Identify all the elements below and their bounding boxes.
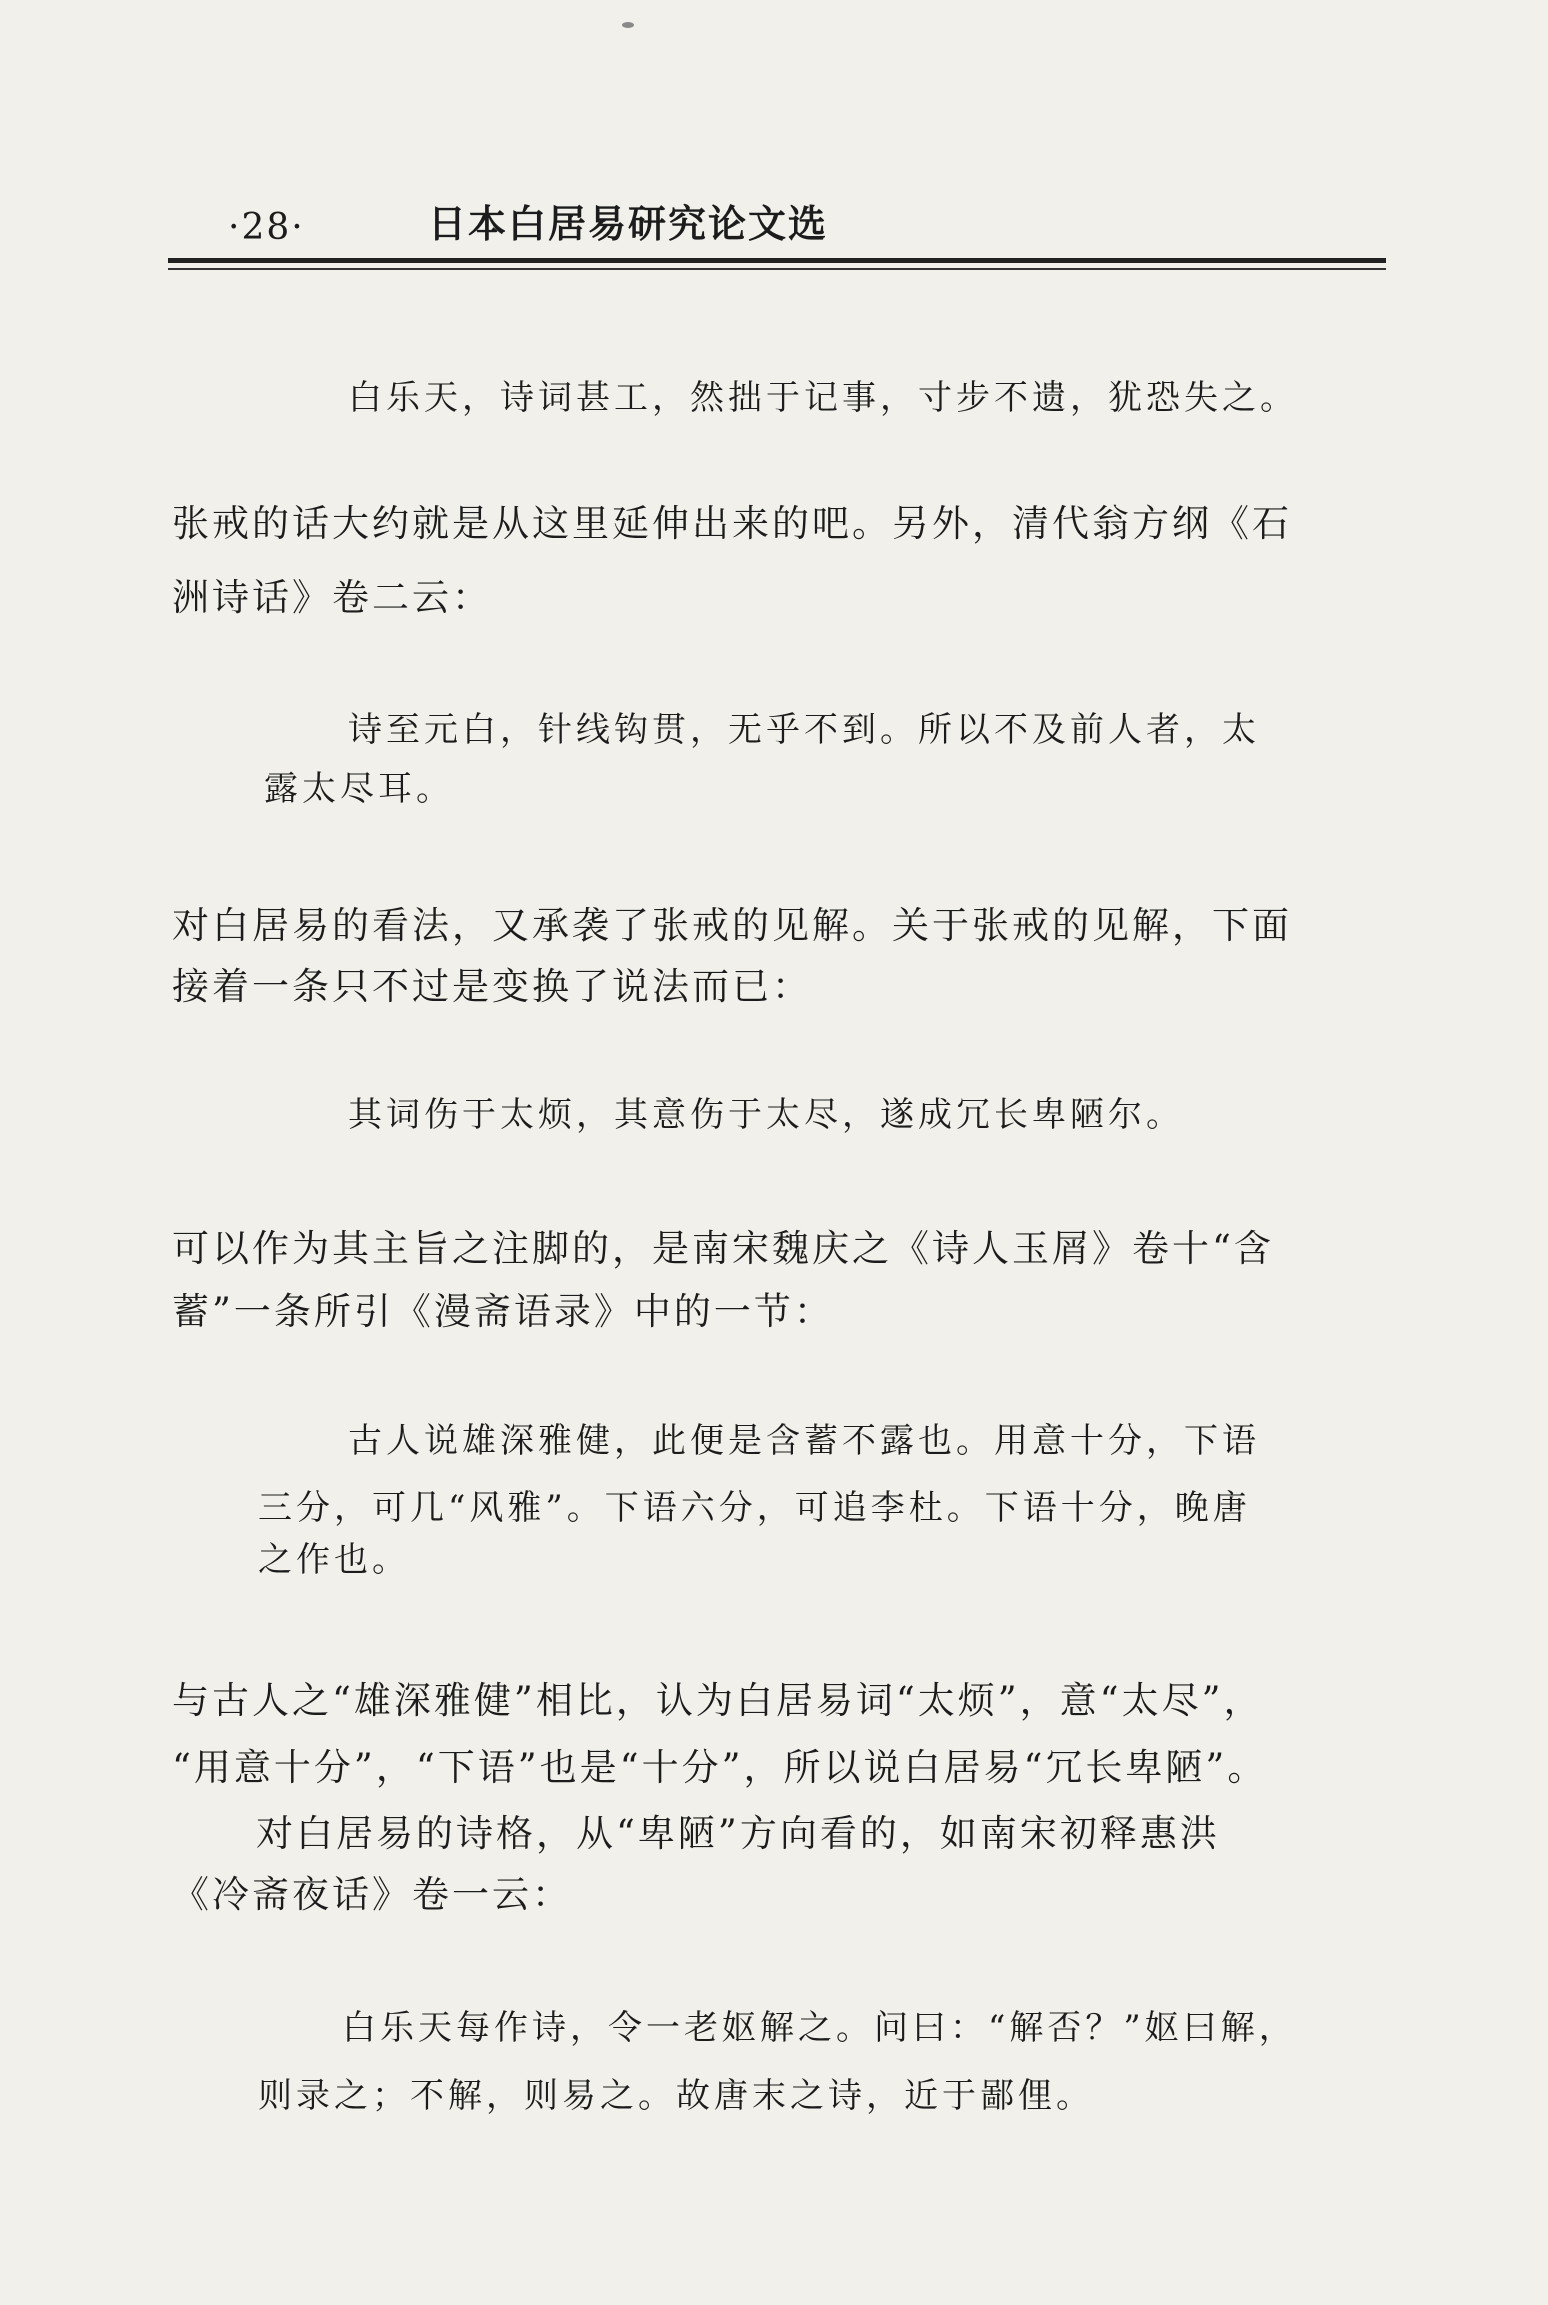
paragraph-3-line-2: 蓄”一条所引《漫斋语录》中的一节： <box>172 1290 834 1333</box>
paragraph-4-line-3: 对白居易的诗格，从“卑陋”方向看的，如南宋初释惠洪 <box>256 1812 1220 1855</box>
paragraph-4-line-1: 与古人之“雄深雅健”相比，认为白居易词“太烦”，意“太尽”， <box>172 1679 1264 1722</box>
quote-4-line-1: 古人说雄深雅健，此便是含蓄不露也。用意十分，下语 <box>348 1421 1260 1461</box>
quote-4-line-2: 三分，可几“风雅”。下语六分，可追李杜。下语十分，晚唐 <box>258 1488 1251 1528</box>
ink-smudge <box>622 22 634 28</box>
header-rule-thin <box>168 268 1386 270</box>
quote-5-line-2: 则录之；不解，则易之。故唐末之诗，近于鄙俚。 <box>258 2076 1094 2116</box>
page-header <box>228 188 1388 248</box>
quote-5-line-1: 白乐天每作诗，令一老妪解之。问曰：“解否？”妪曰解， <box>342 2008 1297 2048</box>
quote-2-line-2: 露太尽耳。 <box>264 769 454 809</box>
quote-2-line-1: 诗至元白，针线钩贯，无乎不到。所以不及前人者，太 <box>348 710 1260 750</box>
paragraph-4-line-2: “用意十分”，“下语”也是“十分”，所以说白居易“冗长卑陋”。 <box>172 1746 1268 1789</box>
paragraph-4-line-4: 《冷斋夜话》卷一云： <box>172 1873 572 1916</box>
book-title: 日本白居易研究论文选 <box>428 202 829 246</box>
quote-1: 白乐天，诗词甚工，然拙于记事，寸步不遗，犹恐失之。 <box>348 378 1298 418</box>
paragraph-3-line-1: 可以作为其主旨之注脚的，是南宋魏庆之《诗人玉屑》卷十“含 <box>172 1227 1274 1270</box>
paragraph-1-line-2: 洲诗话》卷二云： <box>172 576 492 619</box>
quote-3: 其词伤于太烦，其意伤于太尽，遂成冗长卑陋尔。 <box>348 1095 1184 1135</box>
paragraph-1-line-1: 张戒的话大约就是从这里延伸出来的吧。另外，清代翁方纲《石 <box>172 502 1292 545</box>
quote-4-line-3: 之作也。 <box>258 1540 410 1580</box>
header-rule-thick <box>168 258 1386 263</box>
paragraph-2-line-2: 接着一条只不过是变换了说法而已： <box>172 965 812 1008</box>
paragraph-2-line-1: 对白居易的看法，又承袭了张戒的见解。关于张戒的见解，下面 <box>172 904 1292 947</box>
page-number: ·28· <box>228 207 305 248</box>
